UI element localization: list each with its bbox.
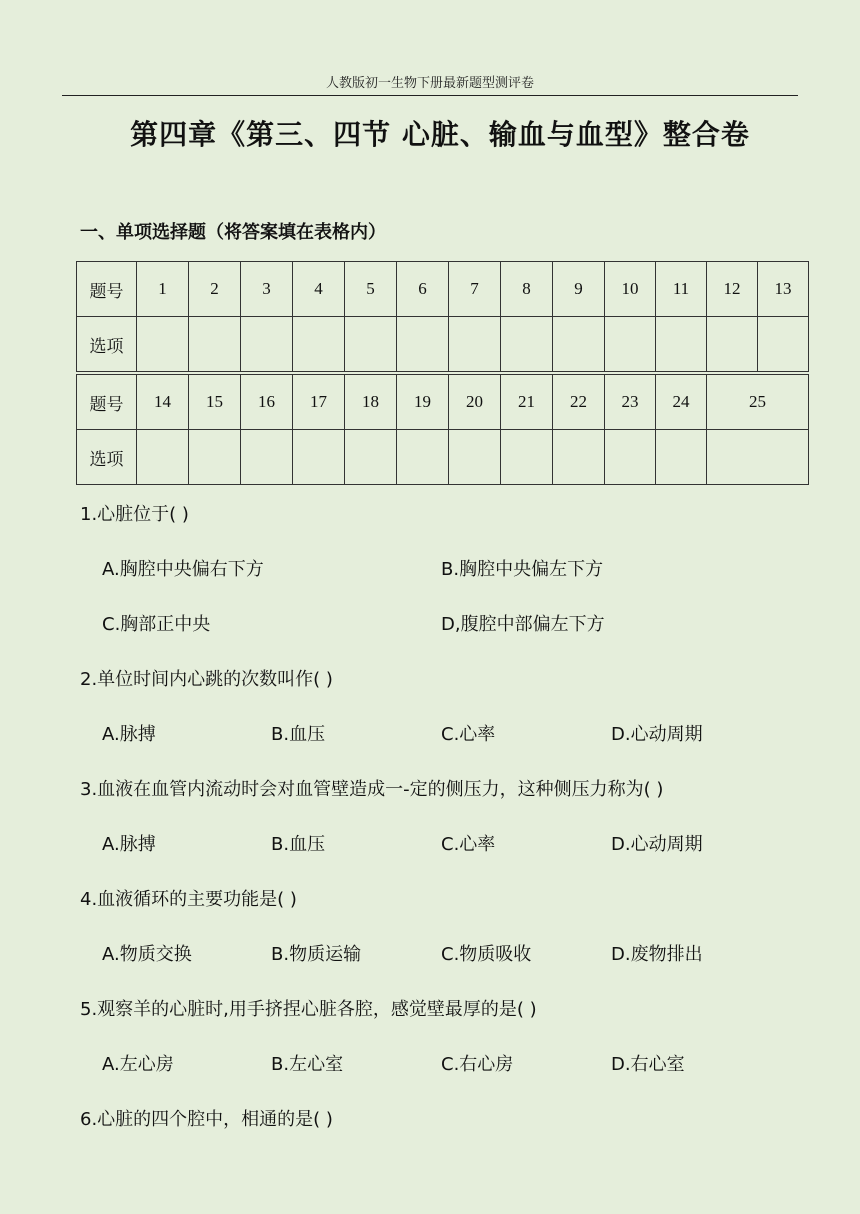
answer-cell[interactable]: [397, 317, 449, 372]
option-a: A.胸腔中央偏右下方: [102, 559, 264, 580]
question-number-cell: 14: [137, 375, 189, 430]
question-number-cell: 25: [707, 375, 809, 430]
answer-cell[interactable]: [553, 430, 605, 485]
answer-cell[interactable]: [241, 430, 293, 485]
option-b: B.血压: [271, 724, 326, 745]
option-b: B.物质运输: [271, 944, 362, 965]
question-1: 1.心脏位于( ): [80, 504, 189, 525]
question-6: 6.心脏的四个腔中，相通的是( ): [80, 1109, 333, 1130]
option-a: A.物质交换: [102, 944, 192, 965]
option-c: C.心率: [441, 834, 496, 855]
option-c: C.心率: [441, 724, 496, 745]
question-2: 2.单位时间内心跳的次数叫作( ): [80, 669, 333, 690]
option-a: A.左心房: [102, 1054, 174, 1075]
question-number-cell: 11: [656, 262, 707, 317]
row-label-number: 题号: [77, 262, 137, 317]
question-number-cell: 18: [345, 375, 397, 430]
question-4: 4.血液循环的主要功能是( ): [80, 889, 297, 910]
answer-cell[interactable]: [345, 317, 397, 372]
question-number-cell: 3: [241, 262, 293, 317]
answer-cell[interactable]: [293, 430, 345, 485]
question-number-cell: 7: [449, 262, 501, 317]
answer-cell[interactable]: [189, 317, 241, 372]
answer-cell[interactable]: [605, 430, 656, 485]
answer-cell[interactable]: [758, 317, 809, 372]
question-number-cell: 9: [553, 262, 605, 317]
question-number-cell: 13: [758, 262, 809, 317]
question-3: 3.血液在血管内流动时会对血管壁造成一-定的侧压力，这种侧压力称为( ): [80, 779, 664, 800]
question-number-cell: 6: [397, 262, 449, 317]
question-number-cell: 23: [605, 375, 656, 430]
answer-cell[interactable]: [137, 317, 189, 372]
row-label-answer: 选项: [77, 430, 137, 485]
answer-cell[interactable]: [553, 317, 605, 372]
answer-table-2: [76, 374, 809, 485]
question-number-cell: 12: [707, 262, 758, 317]
option-d: D.心动周期: [611, 724, 703, 745]
option-a: A.脉搏: [102, 834, 156, 855]
question-number-cell: 4: [293, 262, 345, 317]
option-d: D.右心室: [611, 1054, 685, 1075]
option-b: B.胸腔中央偏左下方: [441, 559, 604, 580]
answer-cell[interactable]: [501, 430, 553, 485]
question-number-cell: 17: [293, 375, 345, 430]
answer-table-1: [76, 261, 809, 372]
question-number-cell: 24: [656, 375, 707, 430]
answer-cell[interactable]: [137, 430, 189, 485]
question-number-cell: 5: [345, 262, 397, 317]
answer-cell[interactable]: [707, 317, 758, 372]
page-title: 第四章《第三、四节 心脏、输血与血型》整合卷: [130, 118, 750, 151]
header-rule: [62, 95, 798, 96]
option-d: D.废物排出: [611, 944, 703, 965]
section-heading: 一、单项选择题（将答案填在表格内）: [80, 222, 386, 243]
question-number-cell: 1: [137, 262, 189, 317]
answer-cell[interactable]: [345, 430, 397, 485]
answer-cell[interactable]: [707, 430, 809, 485]
question-5: 5.观察羊的心脏时,用手挤捏心脏各腔，感觉壁最厚的是( ): [80, 999, 537, 1020]
answer-cell[interactable]: [656, 430, 707, 485]
answer-cell[interactable]: [397, 430, 449, 485]
answer-cell[interactable]: [449, 430, 501, 485]
option-c: C.物质吸收: [441, 944, 532, 965]
question-number-cell: 15: [189, 375, 241, 430]
page-header: 人教版初一生物下册最新题型测评卷: [325, 76, 534, 91]
row-label-number: 题号: [77, 375, 137, 430]
question-number-cell: 2: [189, 262, 241, 317]
answer-cell[interactable]: [501, 317, 553, 372]
question-number-cell: 8: [501, 262, 553, 317]
option-c: C.胸部正中央: [102, 614, 211, 635]
option-d: D.心动周期: [611, 834, 703, 855]
option-d: D,腹腔中部偏左下方: [441, 614, 605, 635]
row-label-answer: 选项: [77, 317, 137, 372]
question-number-cell: 10: [605, 262, 656, 317]
question-number-cell: 21: [501, 375, 553, 430]
answer-cell[interactable]: [449, 317, 501, 372]
answer-cell[interactable]: [605, 317, 656, 372]
option-b: B.血压: [271, 834, 326, 855]
option-b: B.左心室: [271, 1054, 344, 1075]
question-number-cell: 19: [397, 375, 449, 430]
answer-cell[interactable]: [293, 317, 345, 372]
option-a: A.脉搏: [102, 724, 156, 745]
answer-cell[interactable]: [241, 317, 293, 372]
answer-cell[interactable]: [656, 317, 707, 372]
answer-cell[interactable]: [189, 430, 241, 485]
question-number-cell: 20: [449, 375, 501, 430]
question-number-cell: 16: [241, 375, 293, 430]
option-c: C.右心房: [441, 1054, 514, 1075]
question-number-cell: 22: [553, 375, 605, 430]
